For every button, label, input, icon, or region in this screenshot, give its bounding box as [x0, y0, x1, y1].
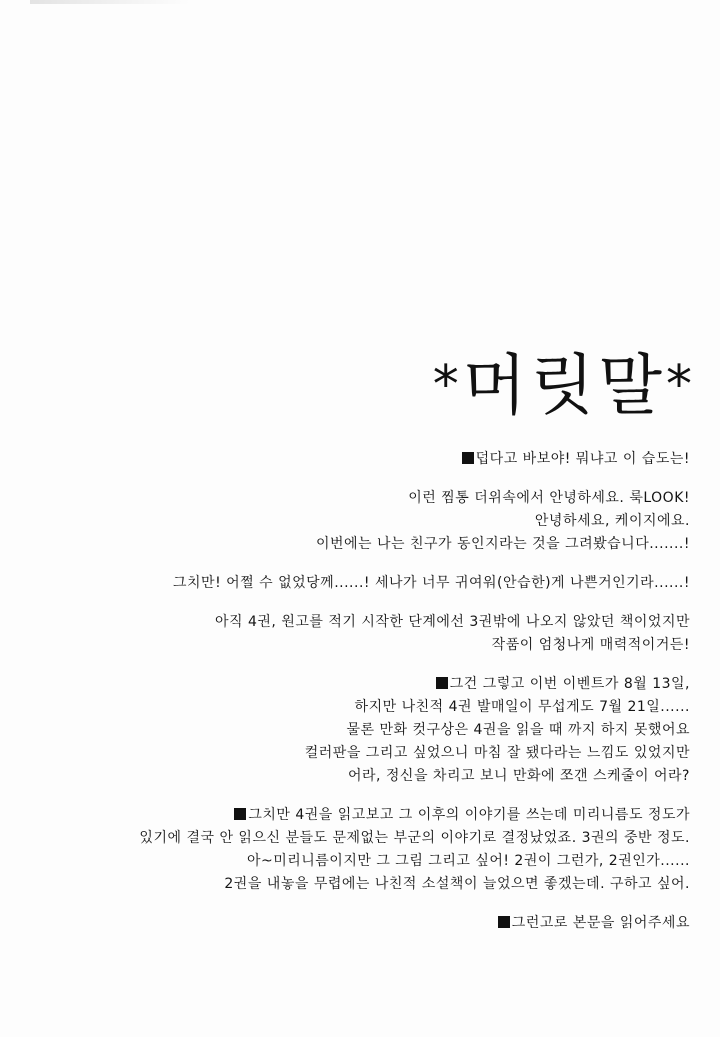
title-text: 머릿말: [462, 347, 666, 424]
text-line: [0, 742, 690, 765]
text-line: [0, 572, 690, 595]
text-line-content: 이런 찜통 더위속에서 안녕하세요. 룩LOOK!: [408, 490, 690, 506]
text-line-content: 아~미리니름이지만 그 그림 그리고 싶어! 2권이 그런가, 2권인가......: [246, 853, 690, 869]
text-line: [0, 448, 690, 471]
text-line-content: 컬러판을 그리고 싶었으니 마침 잘 됐다라는 느낌도 있었지만: [304, 745, 690, 761]
paragraph-gap: [0, 788, 690, 804]
text-line: [0, 850, 690, 873]
scan-smudge: [30, 0, 190, 4]
text-line-content: 물론 만화 컷구상은 4권을 읽을 때 까지 하지 못했어요: [346, 722, 690, 738]
text-line-content: 2권을 내놓을 무렵에는 나친적 소설책이 늘었으면 좋겠는데. 구하고 싶어.: [224, 876, 690, 892]
paragraph-gap: [0, 556, 690, 572]
text-line-content: 작품이 엄청나게 매력적이거든!: [491, 637, 690, 653]
page-title: [276, 340, 696, 430]
text-line-content: 안녕하세요, 케이지에요.: [534, 513, 690, 529]
text-line-content: 그건 그렇고 이번 이벤트가 8월 13일,: [449, 676, 690, 692]
text-line: [0, 634, 690, 657]
text-line-content: 이번에는 나는 친구가 동인지라는 것을 그려봤습니다.......!: [315, 536, 690, 552]
text-line: [0, 533, 690, 556]
paragraph-gap: [0, 896, 690, 912]
text-line: [0, 804, 690, 827]
title-star-right: *: [666, 355, 696, 415]
title-star-left: *: [432, 355, 463, 415]
text-line-content: 어라, 정신을 차리고 보니 만화에 쪼갠 스케줄이 어라?: [347, 768, 690, 784]
preface-body: [0, 448, 690, 935]
text-line: [0, 765, 690, 788]
paragraph-gap: [0, 471, 690, 487]
paragraph-gap: [0, 657, 690, 673]
bullet-square-icon: [234, 808, 246, 820]
bullet-square-icon: [436, 677, 448, 689]
text-line: [0, 611, 690, 634]
text-line: [0, 873, 690, 896]
text-line-content: 그치만! 어쩔 수 없었당께......! 세나가 너무 귀여워(안습한)게 나쁜거인기라......!: [173, 575, 690, 591]
paragraph-gap: [0, 595, 690, 611]
bullet-square-icon: [498, 916, 510, 928]
text-line: [0, 696, 690, 719]
bullet-square-icon: [462, 452, 474, 464]
text-line-content: 덥다고 바보야! 뭐냐고 이 습도는!: [475, 451, 690, 467]
text-line: [0, 673, 690, 696]
text-line-content: 있기에 결국 안 읽으신 분들도 문제없는 부군의 이야기로 결정났었죠. 3권의 중반 정도.: [139, 830, 690, 846]
text-line: [0, 510, 690, 533]
text-line: [0, 912, 690, 935]
text-line: [0, 487, 690, 510]
text-line-content: 그치만 4권을 읽고보고 그 이후의 이야기를 쓰는데 미리니름도 정도가: [248, 807, 690, 823]
text-line-content: 하지만 나친적 4권 발매일이 무섭게도 7월 21일......: [354, 699, 690, 715]
text-line: [0, 827, 690, 850]
text-line-content: 그런고로 본문을 읽어주세요: [511, 915, 690, 931]
text-line: [0, 719, 690, 742]
text-line-content: 아직 4권, 원고를 적기 시작한 단계에선 3권밖에 나오지 않았던 책이었지만: [214, 614, 690, 630]
